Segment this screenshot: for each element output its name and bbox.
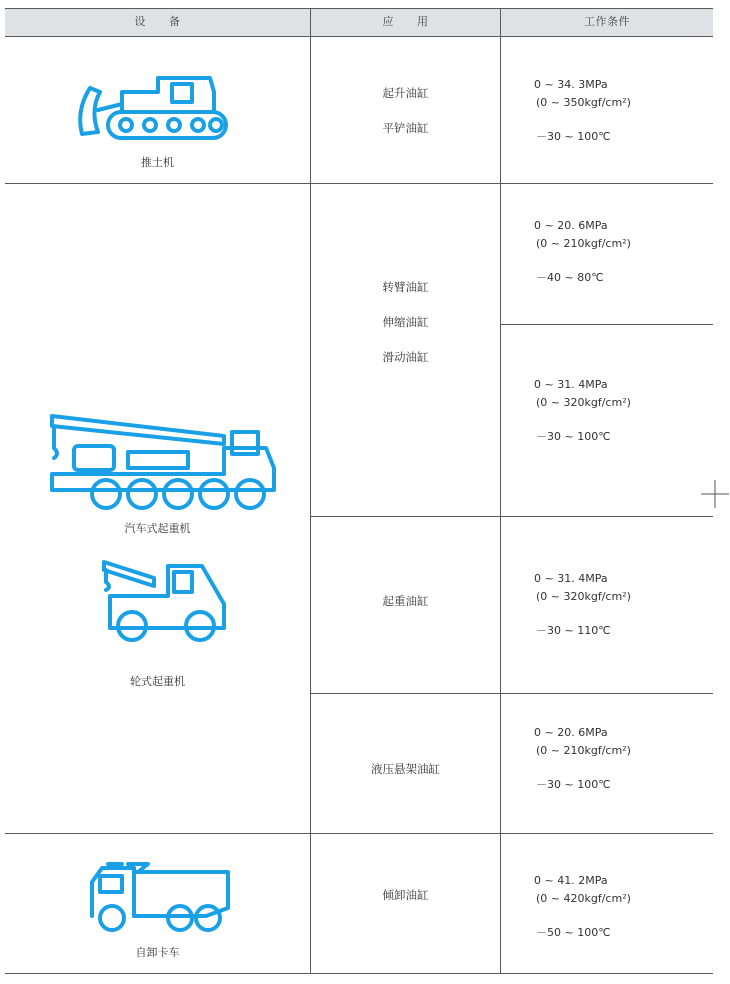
dump-truck-icon [88,860,234,936]
temperature-value: －30 ~ 110℃ [536,624,611,637]
rule-header [5,36,713,37]
app-telescopic-cylinder: 伸缩油缸 [382,315,429,329]
conditions-5 [534,724,631,794]
app-blade-cylinder: 平铲油缸 [382,121,429,135]
kgf-value: (0 ~ 320kgf/cm²) [536,396,631,409]
rule-app-1 [311,516,713,517]
conditions-1 [534,76,631,146]
temperature-value: －40 ~ 80℃ [536,271,604,284]
temperature-value: －30 ~ 100℃ [536,778,611,791]
bulldozer-label: 推土机 [141,156,174,169]
app-suspension-cylinder: 液压悬架油缸 [371,762,440,776]
pressure-value: 0 ~ 34. 3MPa [534,78,608,91]
kgf-value: (0 ~ 210kgf/cm²) [536,744,631,757]
applications-crane-lift [311,584,500,619]
applications-suspension [311,752,500,787]
pressure-value: 0 ~ 20. 6MPa [534,726,608,739]
rule-app-2 [311,693,713,694]
rule-bottom [5,973,713,974]
conditions-3 [534,376,631,446]
app-tipping-cylinder: 倾卸油缸 [382,888,429,902]
rule-col-2 [500,8,501,974]
app-lift-cylinder: 起升油缸 [382,86,429,100]
crop-mark-icon [701,480,729,508]
conditions-4 [534,570,631,640]
wheel-crane-label: 轮式起重机 [130,675,185,688]
rule-row-2 [5,833,713,834]
header-equipment: 设 备 [134,15,181,28]
app-sliding-cylinder: 滑动油缸 [382,350,429,364]
kgf-value: (0 ~ 420kgf/cm²) [536,892,631,905]
rule-row-1 [5,183,713,184]
kgf-value: (0 ~ 350kgf/cm²) [536,96,631,109]
pressure-value: 0 ~ 20. 6MPa [534,219,608,232]
dump-truck-label: 自卸卡车 [135,946,180,959]
rule-cond-split [501,324,713,325]
app-hoist-cylinder: 起重油缸 [382,594,429,608]
conditions-2 [534,217,631,287]
kgf-value: (0 ~ 210kgf/cm²) [536,237,631,250]
truck-crane-label: 汽车式起重机 [124,522,191,535]
applications-bulldozer [311,76,500,146]
temperature-value: －30 ~ 100℃ [536,430,611,443]
wheel-crane-icon [98,556,232,646]
temperature-value: －30 ~ 100℃ [536,130,611,143]
pressure-value: 0 ~ 31. 4MPa [534,378,608,391]
pressure-value: 0 ~ 31. 4MPa [534,572,608,585]
rule-col-1 [310,8,311,974]
rule-top [5,8,713,9]
kgf-value: (0 ~ 320kgf/cm²) [536,590,631,603]
conditions-6 [534,872,631,942]
applications-crane-arm [311,270,500,375]
header-application: 应 用 [382,15,429,28]
bulldozer-icon [68,70,232,150]
header-conditions: 工作条件 [584,15,630,28]
pressure-value: 0 ~ 41. 2MPa [534,874,608,887]
temperature-value: －50 ~ 100℃ [536,926,611,939]
applications-dump [311,878,500,913]
truck-crane-icon [44,404,282,514]
app-slew-cylinder: 转臂油缸 [382,280,429,294]
